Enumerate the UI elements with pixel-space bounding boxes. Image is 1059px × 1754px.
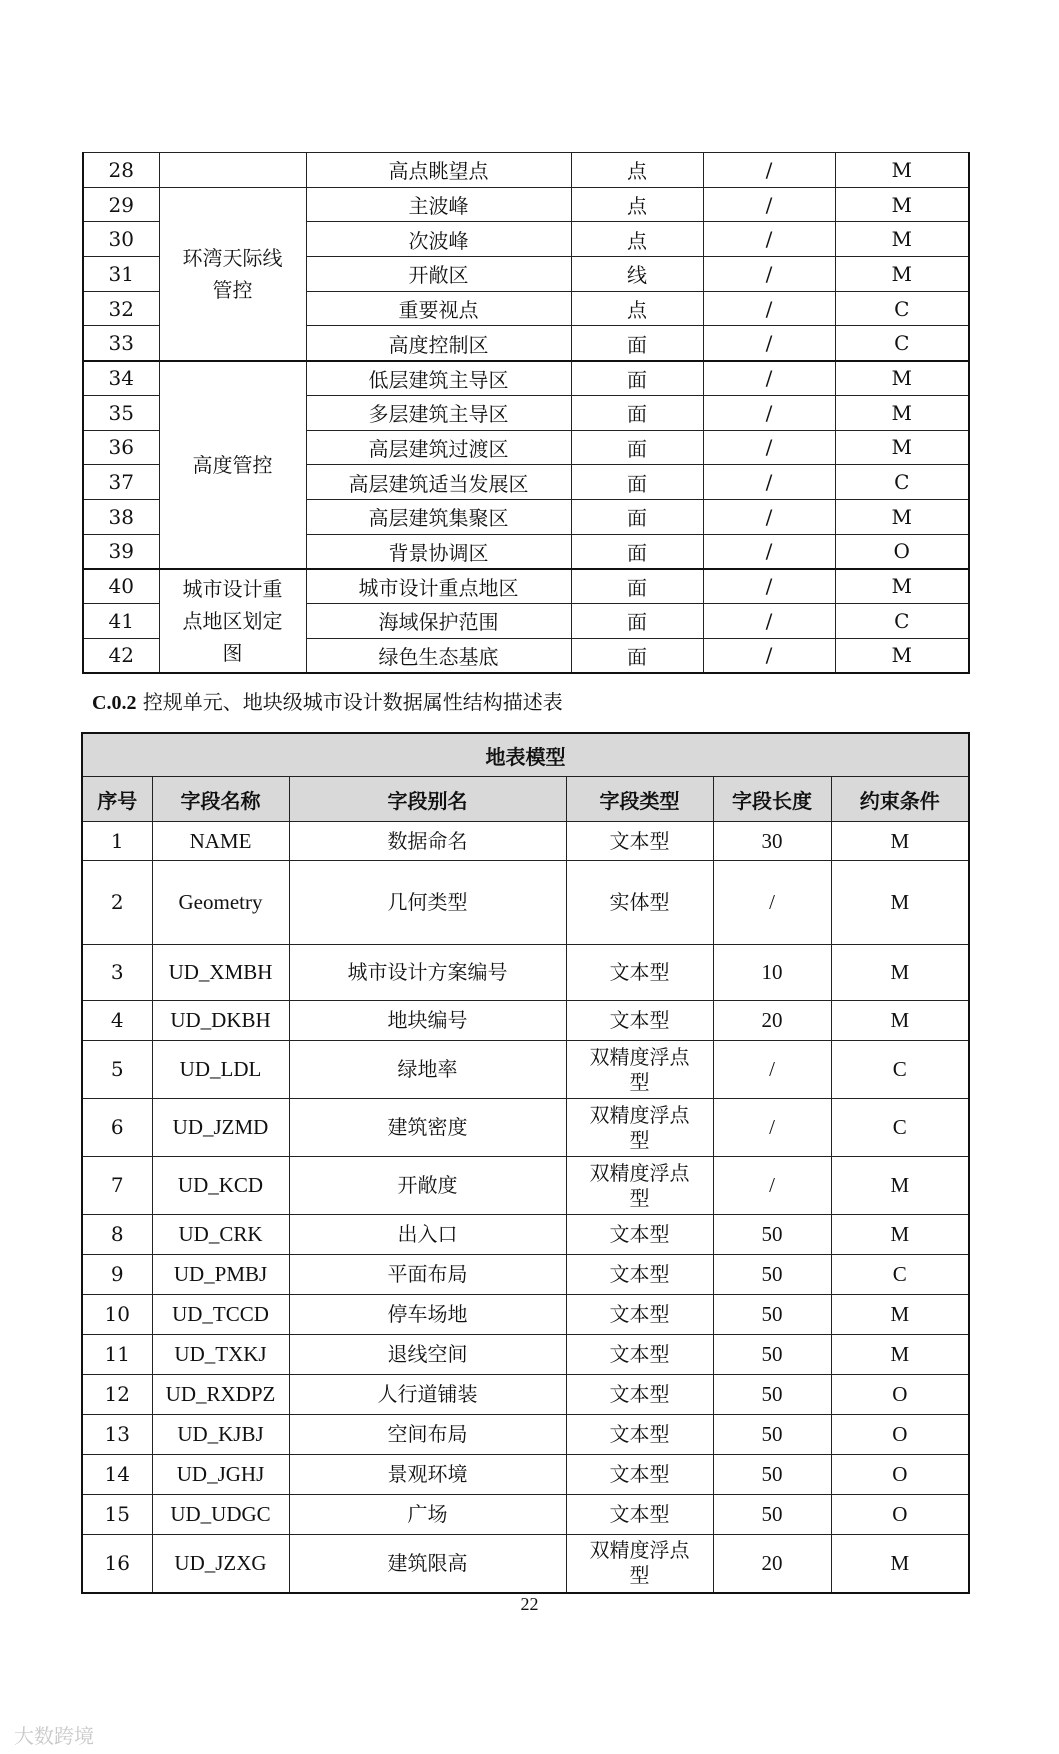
field-length: 50 <box>713 1375 831 1415</box>
group-label-skyline: 环湾天际线管控 <box>159 187 306 360</box>
constraint-value: M <box>835 257 969 292</box>
table-row <box>82 1495 969 1535</box>
table-row <box>82 861 969 945</box>
field-length: / <box>713 861 831 945</box>
row-number: 6 <box>82 1099 152 1157</box>
row-number: 7 <box>82 1157 152 1215</box>
field-name: UD_UDGC <box>152 1495 289 1535</box>
constraint-value: C <box>835 603 969 638</box>
table-row <box>82 1157 969 1215</box>
geometry-type: 点 <box>571 291 703 326</box>
row-number: 15 <box>82 1495 152 1535</box>
table-row <box>82 945 969 1001</box>
table-row <box>82 822 969 861</box>
constraint-value: C <box>831 1099 969 1157</box>
row-number: 28 <box>83 153 159 188</box>
constraint-value: M <box>835 153 969 188</box>
length-value: / <box>703 534 835 569</box>
field-alias: 数据命名 <box>289 822 566 861</box>
header-row <box>82 777 969 822</box>
geometry-type: 面 <box>571 534 703 569</box>
layer-name: 绿色生态基底 <box>306 638 571 673</box>
row-number: 1 <box>82 822 152 861</box>
constraint-value: M <box>831 1215 969 1255</box>
constraint-value: O <box>831 1455 969 1495</box>
field-alias: 人行道铺装 <box>289 1375 566 1415</box>
row-number: 14 <box>82 1455 152 1495</box>
row-number: 2 <box>82 861 152 945</box>
geometry-type: 点 <box>571 222 703 257</box>
field-length: 50 <box>713 1455 831 1495</box>
table-row <box>83 361 969 396</box>
caption-text: 控规单元、地块级城市设计数据属性结构描述表 <box>142 690 563 714</box>
length-value: / <box>703 638 835 673</box>
row-number: 34 <box>83 361 159 396</box>
field-name: UD_LDL <box>152 1041 289 1099</box>
geometry-type: 面 <box>571 326 703 361</box>
geometry-type: 面 <box>571 361 703 396</box>
field-type: 文本型 <box>566 945 713 1001</box>
constraint-value: M <box>835 499 969 534</box>
row-number: 38 <box>83 499 159 534</box>
geometry-type: 点 <box>571 153 703 188</box>
row-number: 29 <box>83 187 159 222</box>
constraint-value: M <box>831 945 969 1001</box>
surface-model-table <box>81 732 970 1594</box>
layer-name: 多层建筑主导区 <box>306 395 571 430</box>
geometry-type: 面 <box>571 430 703 465</box>
row-number: 35 <box>83 395 159 430</box>
constraint-value: M <box>831 861 969 945</box>
constraint-value: O <box>831 1495 969 1535</box>
field-type: 文本型 <box>566 1455 713 1495</box>
constraint-value: C <box>831 1041 969 1099</box>
header-field-length: 字段长度 <box>713 777 831 822</box>
header-no: 序号 <box>82 777 152 822</box>
caption-number: C.0.2 <box>92 692 137 714</box>
field-alias: 开敞度 <box>289 1157 566 1215</box>
field-alias: 停车场地 <box>289 1295 566 1335</box>
field-alias: 几何类型 <box>289 861 566 945</box>
header-field-type: 字段类型 <box>566 777 713 822</box>
field-alias: 平面布局 <box>289 1255 566 1295</box>
length-value: / <box>703 222 835 257</box>
field-type: 文本型 <box>566 1215 713 1255</box>
row-number: 41 <box>83 603 159 638</box>
field-type: 双精度浮点型 <box>566 1099 713 1157</box>
field-type: 文本型 <box>566 822 713 861</box>
table-row <box>82 1041 969 1099</box>
row-number: 5 <box>82 1041 152 1099</box>
constraint-value: M <box>831 822 969 861</box>
field-name: Geometry <box>152 861 289 945</box>
constraint-value: M <box>835 430 969 465</box>
row-number: 40 <box>83 569 159 604</box>
constraint-value: O <box>831 1375 969 1415</box>
layer-name: 高层建筑适当发展区 <box>306 465 571 500</box>
group-label-height: 高度管控 <box>159 361 306 569</box>
row-number: 31 <box>83 257 159 292</box>
field-name: UD_DKBH <box>152 1001 289 1041</box>
table-row <box>83 569 969 604</box>
constraint-value: M <box>831 1535 969 1593</box>
group-cell-empty <box>159 153 306 188</box>
header-field-name: 字段名称 <box>152 777 289 822</box>
constraint-value: M <box>831 1001 969 1041</box>
row-number: 4 <box>82 1001 152 1041</box>
table-caption <box>92 686 563 715</box>
field-name: UD_KCD <box>152 1157 289 1215</box>
geometry-type: 面 <box>571 395 703 430</box>
row-number: 16 <box>82 1535 152 1593</box>
field-length: 50 <box>713 1255 831 1295</box>
row-number: 32 <box>83 291 159 326</box>
constraint-value: M <box>831 1295 969 1335</box>
layer-table-continuation <box>82 152 970 674</box>
length-value: / <box>703 153 835 188</box>
field-length: 50 <box>713 1415 831 1455</box>
field-length: 20 <box>713 1001 831 1041</box>
field-name: UD_TCCD <box>152 1295 289 1335</box>
header-alias: 字段别名 <box>289 777 566 822</box>
table-row <box>83 187 969 222</box>
layer-name: 低层建筑主导区 <box>306 361 571 396</box>
field-type: 文本型 <box>566 1255 713 1295</box>
constraint-value: M <box>835 222 969 257</box>
length-value: / <box>703 499 835 534</box>
length-value: / <box>703 187 835 222</box>
table-row <box>82 1415 969 1455</box>
field-alias: 出入口 <box>289 1215 566 1255</box>
constraint-value: M <box>831 1335 969 1375</box>
field-alias: 绿地率 <box>289 1041 566 1099</box>
table-row <box>82 1295 969 1335</box>
length-value: / <box>703 326 835 361</box>
row-number: 13 <box>82 1415 152 1455</box>
constraint-value: M <box>835 187 969 222</box>
field-type: 文本型 <box>566 1415 713 1455</box>
table-row <box>83 153 969 188</box>
constraint-value: C <box>831 1255 969 1295</box>
field-alias: 地块编号 <box>289 1001 566 1041</box>
field-type: 双精度浮点型 <box>566 1041 713 1099</box>
length-value: / <box>703 465 835 500</box>
constraint-value: C <box>835 465 969 500</box>
row-number: 36 <box>83 430 159 465</box>
constraint-value: M <box>835 361 969 396</box>
field-type: 双精度浮点型 <box>566 1157 713 1215</box>
field-length: / <box>713 1099 831 1157</box>
length-value: / <box>703 430 835 465</box>
geometry-type: 面 <box>571 638 703 673</box>
constraint-value: M <box>835 395 969 430</box>
row-number: 39 <box>83 534 159 569</box>
layer-name: 重要视点 <box>306 291 571 326</box>
group-label-key-area: 城市设计重点地区划定图 <box>159 569 306 673</box>
field-alias: 空间布局 <box>289 1415 566 1455</box>
field-alias: 建筑密度 <box>289 1099 566 1157</box>
constraint-value: C <box>835 291 969 326</box>
field-length: 50 <box>713 1495 831 1535</box>
constraint-value: O <box>831 1415 969 1455</box>
field-alias: 广场 <box>289 1495 566 1535</box>
field-alias: 城市设计方案编号 <box>289 945 566 1001</box>
constraint-value: O <box>835 534 969 569</box>
field-name: UD_TXKJ <box>152 1335 289 1375</box>
field-length: 50 <box>713 1295 831 1335</box>
length-value: / <box>703 395 835 430</box>
layer-name: 背景协调区 <box>306 534 571 569</box>
table-row <box>82 1455 969 1495</box>
field-length: 50 <box>713 1215 831 1255</box>
layer-name: 城市设计重点地区 <box>306 569 571 604</box>
table-row <box>82 1255 969 1295</box>
layer-name: 高层建筑过渡区 <box>306 430 571 465</box>
layer-name: 高层建筑集聚区 <box>306 499 571 534</box>
field-length: 10 <box>713 945 831 1001</box>
field-length: 50 <box>713 1335 831 1375</box>
table-row <box>82 1335 969 1375</box>
table-row <box>82 1099 969 1157</box>
layer-name: 高度控制区 <box>306 326 571 361</box>
geometry-type: 面 <box>571 569 703 604</box>
layer-name: 高点眺望点 <box>306 153 571 188</box>
header-constraint: 约束条件 <box>831 777 969 822</box>
geometry-type: 点 <box>571 187 703 222</box>
field-type: 文本型 <box>566 1375 713 1415</box>
page-number: 22 <box>520 1594 539 1614</box>
field-length: / <box>713 1157 831 1215</box>
table-row <box>82 1375 969 1415</box>
field-name: NAME <box>152 822 289 861</box>
table-row <box>82 1535 969 1593</box>
field-type: 文本型 <box>566 1335 713 1375</box>
constraint-value: M <box>831 1157 969 1215</box>
row-number: 42 <box>83 638 159 673</box>
field-name: UD_JGHJ <box>152 1455 289 1495</box>
geometry-type: 面 <box>571 603 703 638</box>
field-length: 20 <box>713 1535 831 1593</box>
geometry-type: 面 <box>571 499 703 534</box>
row-number: 37 <box>83 465 159 500</box>
field-type: 文本型 <box>566 1295 713 1335</box>
field-alias: 景观环境 <box>289 1455 566 1495</box>
row-number: 12 <box>82 1375 152 1415</box>
length-value: / <box>703 569 835 604</box>
field-length: / <box>713 1041 831 1099</box>
row-number: 10 <box>82 1295 152 1335</box>
constraint-value: M <box>835 569 969 604</box>
layer-name: 开敞区 <box>306 257 571 292</box>
row-number: 3 <box>82 945 152 1001</box>
row-number: 30 <box>83 222 159 257</box>
length-value: / <box>703 257 835 292</box>
field-type: 实体型 <box>566 861 713 945</box>
geometry-type: 线 <box>571 257 703 292</box>
geometry-type: 面 <box>571 465 703 500</box>
length-value: / <box>703 291 835 326</box>
layer-name: 海域保护范围 <box>306 603 571 638</box>
field-name: UD_CRK <box>152 1215 289 1255</box>
row-number: 8 <box>82 1215 152 1255</box>
model-title: 地表模型 <box>82 733 969 777</box>
field-type: 双精度浮点型 <box>566 1535 713 1593</box>
constraint-value: M <box>835 638 969 673</box>
field-name: UD_PMBJ <box>152 1255 289 1295</box>
layer-name: 次波峰 <box>306 222 571 257</box>
length-value: / <box>703 603 835 638</box>
field-name: UD_KJBJ <box>152 1415 289 1455</box>
row-number: 11 <box>82 1335 152 1375</box>
field-name: UD_JZMD <box>152 1099 289 1157</box>
table-row <box>82 1001 969 1041</box>
row-number: 33 <box>83 326 159 361</box>
table-row <box>82 1215 969 1255</box>
field-length: 30 <box>713 822 831 861</box>
watermark-logo: 大数跨境 <box>14 1724 94 1748</box>
constraint-value: C <box>835 326 969 361</box>
row-number: 9 <box>82 1255 152 1295</box>
field-name: UD_JZXG <box>152 1535 289 1593</box>
field-alias: 建筑限高 <box>289 1535 566 1593</box>
field-name: UD_RXDPZ <box>152 1375 289 1415</box>
field-alias: 退线空间 <box>289 1335 566 1375</box>
layer-name: 主波峰 <box>306 187 571 222</box>
field-type: 文本型 <box>566 1495 713 1535</box>
field-type: 文本型 <box>566 1001 713 1041</box>
length-value: / <box>703 361 835 396</box>
field-name: UD_XMBH <box>152 945 289 1001</box>
